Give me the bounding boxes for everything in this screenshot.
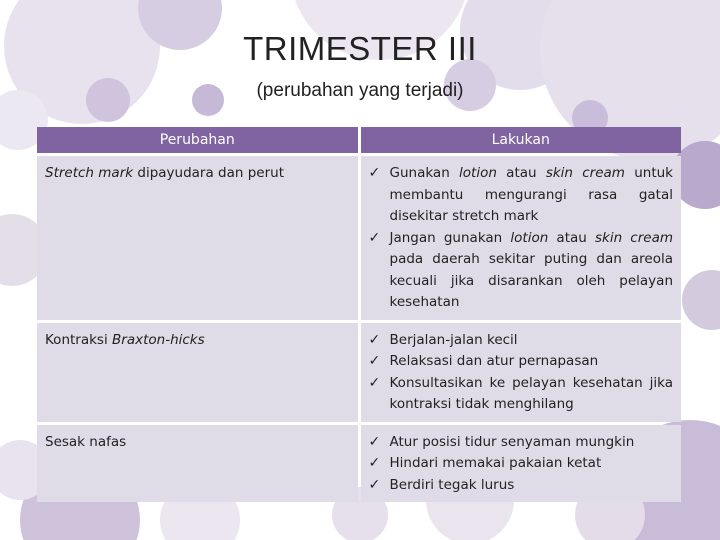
text-segment: Stretch mark [45,165,134,181]
slide-subtitle: (perubahan yang terjadi) [256,80,464,101]
change-cell [37,425,358,503]
action-cell [361,425,682,503]
checkmark-icon: ✓ [368,353,381,369]
text-segment: pada daerah sekitar puting dan areola kecuali jika disarankan oleh pelayan kesehatan [389,229,678,310]
change-cell [37,323,358,422]
text-segment: Berjalan-jalan kecil [389,331,518,348]
checkmark-icon: ✓ [368,165,381,181]
list-item [368,163,678,228]
table-row [37,425,681,503]
table-header-row [37,127,681,153]
action-cell [361,323,682,422]
text-segment: atau [496,165,546,181]
header-lakukan: Lakukan [361,127,682,153]
text-segment: dipayudara dan perut [133,165,284,181]
text-segment: Sesak nafas [45,433,127,450]
text-segment: Gunakan [389,165,460,181]
text-segment: skin cream [545,165,625,181]
text-segment: atau [548,229,595,246]
header-perubahan: Perubahan [37,127,358,153]
checkmark-icon: ✓ [368,331,381,348]
pregnancy-changes-table [34,124,684,505]
text-segment: Jangan gunakan [389,229,511,246]
table-row [37,323,681,422]
text-segment: Hindari memakai pakaian ketat [389,455,602,471]
list-item [369,330,674,352]
list-item [369,475,674,497]
checkmark-icon: ✓ [368,229,381,246]
text-segment: lotion [459,165,497,181]
checkmark-icon: ✓ [368,374,381,391]
change-cell [37,156,358,320]
text-segment: untuk membantu mengurangi rasa gatal disekitar stretch mark [389,165,678,224]
action-list [368,163,678,314]
text-segment: Braxton-hicks [112,331,205,348]
action-list [368,330,678,416]
text-segment: Berdiri tegak lurus [389,476,515,493]
table-row [37,156,681,320]
checkmark-icon: ✓ [368,476,381,493]
text-segment: skin cream [594,229,674,246]
list-item [368,373,678,416]
list-item [369,351,674,373]
action-list [369,432,674,497]
text-segment: Konsultasikan ke pelayan kesehatan jika kontraksi tidak menghilang [389,374,678,412]
text-segment: Relaksasi dan atur pernapasan [389,353,599,369]
text-segment: Kontraksi [45,331,113,348]
text-segment: Atur posisi tidur senyaman mungkin [389,433,635,450]
list-item [369,432,674,454]
list-item [369,453,674,475]
checkmark-icon: ✓ [368,433,381,450]
slide-title: TRIMESTER III [243,30,477,67]
checkmark-icon: ✓ [368,455,381,471]
list-item [368,228,678,314]
text-segment: lotion [510,229,549,246]
table-body [37,156,681,502]
action-cell [361,156,682,320]
